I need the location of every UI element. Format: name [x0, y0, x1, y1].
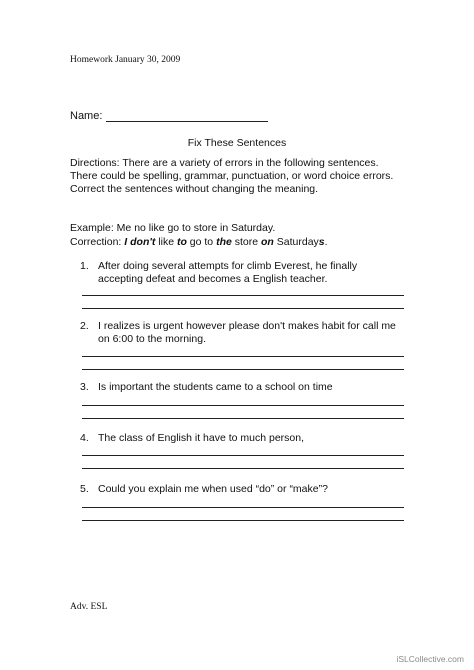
question-item-2: [80, 320, 400, 346]
answer-line[interactable]: [82, 455, 404, 456]
answer-line[interactable]: [82, 468, 404, 469]
answer-line[interactable]: [82, 308, 404, 309]
question-text: The class of English it have to much person,: [98, 432, 305, 444]
answer-line[interactable]: [82, 507, 404, 508]
name-blank-line: [106, 110, 268, 122]
correction-text: .: [324, 235, 328, 248]
answer-line[interactable]: [82, 356, 404, 357]
question-item-5: [80, 483, 400, 496]
question-number: 3.: [80, 381, 89, 393]
correction-emphasis: I don't: [124, 235, 156, 248]
question-number: 4.: [80, 432, 89, 444]
question-number: 1.: [80, 260, 89, 272]
answer-line[interactable]: [82, 369, 404, 370]
worksheet-title: Fix These Sentences: [187, 137, 287, 149]
correction-emphasis: the: [216, 235, 232, 248]
name-label: Name:: [70, 110, 103, 122]
directions-line: Directions: There are a variety of errors in the following sentences.: [70, 157, 379, 169]
site-watermark: iSLCollective.com: [396, 654, 464, 664]
answer-line[interactable]: [82, 295, 404, 296]
question-item-3: [80, 381, 400, 394]
question-number: 5.: [80, 483, 89, 495]
correction-text: Saturday: [273, 235, 319, 248]
correction-emphasis: to: [176, 235, 187, 248]
answer-line[interactable]: [82, 405, 404, 406]
correction-text: like: [155, 235, 177, 248]
answer-line[interactable]: [82, 418, 404, 419]
example-block: [70, 222, 328, 249]
question-item-4: [80, 432, 400, 445]
name-field-row: [70, 110, 268, 122]
correction-emphasis: on: [261, 235, 274, 248]
correction-text: go to: [186, 235, 217, 248]
question-item-1: [80, 260, 400, 286]
correction-emphasis: s: [318, 235, 325, 248]
directions-block: [70, 157, 410, 196]
question-text: After doing several attempts for climb Everest, he finally accepting defeat and becomes a English teacher.: [98, 260, 358, 285]
correction-label: Correction:: [70, 235, 125, 248]
question-text: Could you explain me when used “do” or “make”?: [98, 483, 328, 495]
correction-line: [70, 236, 328, 250]
answer-line[interactable]: [82, 520, 404, 521]
homework-date-header: Homework January 30, 2009: [70, 55, 181, 65]
directions-line: Correct the sentences without changing the meaning.: [70, 183, 319, 195]
question-text: I realizes is urgent however please don't makes habit for call me on 6:00 to the morning.: [98, 320, 396, 345]
directions-line: There could be spelling, grammar, punctuation, or word choice errors.: [70, 170, 394, 182]
correction-text: store: [231, 235, 262, 248]
question-text: Is important the students came to a school on time: [98, 381, 333, 393]
course-footer: Adv. ESL: [70, 602, 108, 612]
question-number: 2.: [80, 320, 89, 332]
example-line: Example: Me no like go to store in Saturday.: [70, 222, 276, 234]
